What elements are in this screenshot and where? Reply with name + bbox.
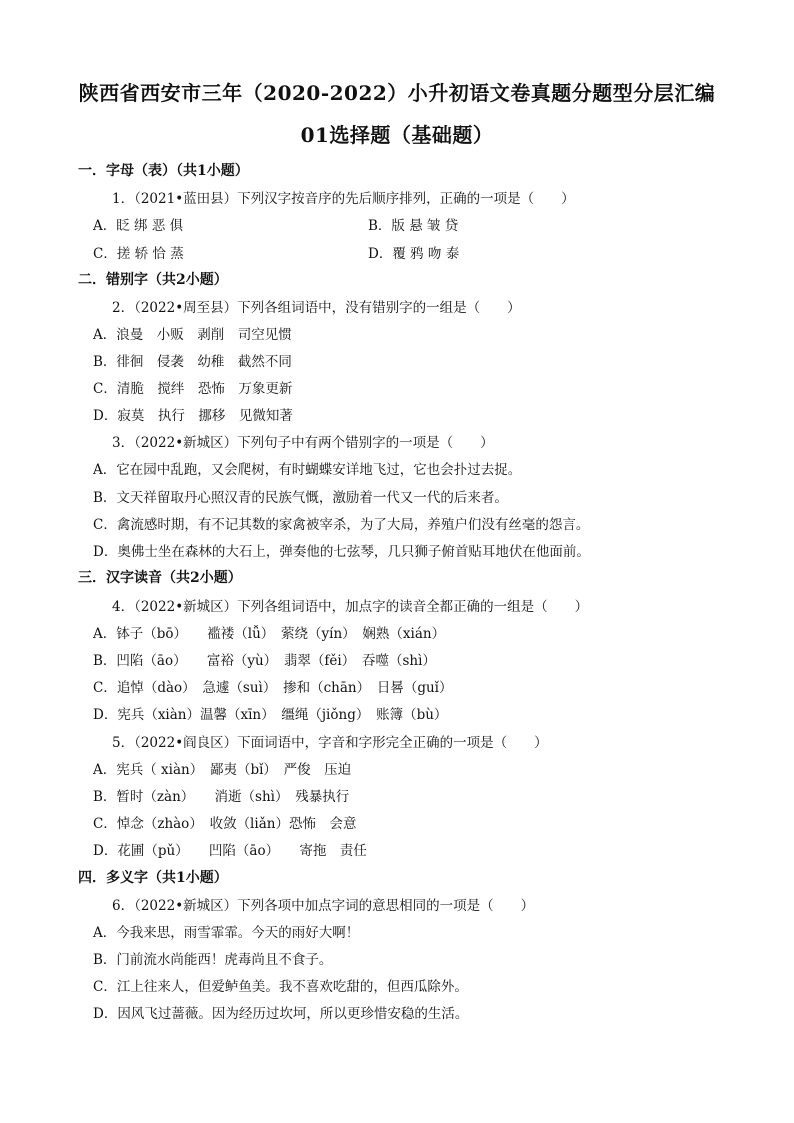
question-3-option-c: C．禽流感时期，有不记其数的家禽被宰杀，为了大局，养殖户们没有丝毫的怨言。 — [93, 517, 590, 533]
question-4-option-b: B．凹陷（āo） 富裕（yù） 翡翠（fěi） 吞噬（shì） — [93, 653, 436, 669]
question-5-option-d: D．花圃（pǔ） 凹陷（āo） 寄拖 责任 — [93, 843, 367, 859]
question-3-option-d: D．奥佛士坐在森林的大石上，弹奏他的七弦琴，几只狮子俯首贴耳地伏在他面前。 — [93, 544, 590, 560]
question-2-option-c: C．清脆 搅绊 恐怖 万象更新 — [93, 381, 293, 397]
section-heading-letters: 一．字母（表）（共1小题） — [78, 163, 249, 179]
question-4-stem: 4．（2022•新城区）下列各组词语中，加点字的读音全都正确的一组是（ ） — [112, 599, 589, 615]
question-4-option-d: D．宪兵（xiàn）温馨（xīn） 缰绳（jiǒng） 账簿（bù） — [93, 707, 448, 723]
question-5-option-b: B．暂时（zàn） 消逝（shì） 残暴执行 — [93, 789, 350, 805]
section-heading-typos: 二．错别字（共2小题） — [78, 272, 228, 288]
question-6-option-b: B．门前流水尚能西！虎毒尚且不食子。 — [93, 952, 333, 968]
question-5-stem: 5．（2022•阎良区）下面词语中，字音和字形完全正确的一项是（ ） — [112, 735, 548, 751]
question-6-option-d: D．因风飞过蔷薇。因为经历过坎坷，所以更珍惜安稳的生活。 — [93, 1006, 469, 1022]
question-2-option-d: D．寂莫 执行 挪移 见微知著 — [93, 408, 293, 424]
question-2-option-b: B．徘徊 侵袭 幼稚 截然不同 — [93, 354, 292, 370]
question-1-option-c: C．搓 轿 恰 蒸 — [93, 246, 184, 262]
question-6-option-c: C．江上往来人，但爱鲈鱼美。我不喜欢吃甜的，但西瓜除外。 — [93, 979, 468, 995]
question-1-option-d: D．覆 鸦 吻 泰 — [368, 246, 460, 262]
question-2-option-a: A．浪曼 小贩 剥削 司空见惯 — [93, 327, 292, 343]
document-subtitle: 01选择题（基础题） — [300, 123, 494, 147]
question-4-option-c: C．追悼（dào） 急遽（suì） 掺和（chān） 日晷（guǐ） — [93, 680, 453, 696]
question-3-option-b: B．文天祥留取丹心照汉青的民族气慨，激励着一代又一代的后来者。 — [93, 490, 508, 506]
question-6-stem: 6．（2022•新城区）下列各项中加点字词的意思相同的一项是（ ） — [112, 898, 535, 914]
question-1-option-a: A．眨 绑 恶 俱 — [93, 218, 184, 234]
section-heading-pronunciation: 三．汉字读音（共2小题） — [78, 570, 242, 586]
question-4-option-a: A．钵子（bō） 褴褛（lǚ） 萦绕（yín） 娴熟（xián） — [93, 626, 446, 642]
question-6-option-a: A．今我来思，雨雪霏霏。今天的雨好大啊！ — [93, 925, 360, 941]
section-heading-polysemy: 四．多义字（共1小题） — [78, 870, 228, 886]
question-5-option-a: A．宪兵（ xiàn） 鄙夷（bǐ） 严俊 压迫 — [93, 762, 352, 778]
question-3-stem: 3．（2022•新城区）下列句子中有两个错别字的一项是（ ） — [112, 435, 494, 451]
document-title: 陕西省西安市三年（2020-2022）小升初语文卷真题分题型分层汇编 — [78, 81, 716, 105]
question-5-option-c: C．悼念（zhào） 收敛（liǎn）恐怖 会意 — [93, 816, 357, 832]
question-3-option-a: A．它在园中乱跑，又会爬树，有时蝴蝶安详地飞过，它也会扑过去捉。 — [93, 462, 522, 478]
question-1-stem: 1．（2021•蓝田县）下列汉字按音序的先后顺序排列，正确的一项是（ ） — [112, 191, 575, 207]
question-1-option-b: B．版 悬 皱 贷 — [368, 218, 459, 234]
question-2-stem: 2．（2022•周至县）下列各组词语中，没有错别字的一组是（ ） — [112, 300, 521, 316]
